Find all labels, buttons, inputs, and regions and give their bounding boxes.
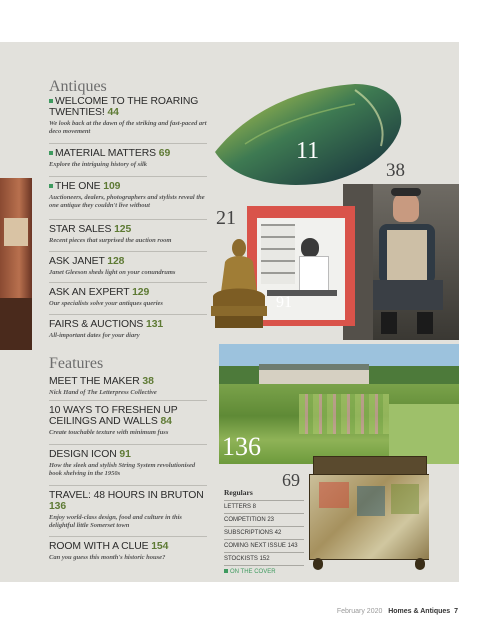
entry-page-number: 131: [146, 319, 164, 330]
entry-description: Explore the intriguing history of silk: [49, 161, 148, 168]
entry-title-line: [49, 319, 207, 330]
entry-title: FAIRS & AUCTIONS: [49, 319, 144, 330]
regulars-item: STOCKISTS 152: [224, 552, 304, 565]
entry-description: Create touchable texture with minimum fuss: [49, 429, 169, 436]
maker-photo: [343, 184, 459, 340]
entry-page-number: 84: [160, 416, 172, 427]
entry-title: 10 WAYS TO FRESHEN UP CEILINGS AND WALLS: [49, 405, 178, 427]
entry-page-number: 69: [158, 148, 171, 159]
photo-number-shelving-inset: 91: [276, 294, 292, 311]
on-the-cover-note: ON THE COVER: [224, 565, 304, 578]
contents-entry: [49, 181, 207, 210]
entry-title: MEET THE MAKER: [49, 376, 140, 387]
entry-title: THE ONE: [55, 181, 101, 192]
contents-entry: [49, 405, 207, 437]
page-folio: [337, 608, 458, 615]
contents-entry: [49, 376, 207, 397]
regulars-item: COMING NEXT ISSUE 143: [224, 539, 304, 552]
entry-description: Enjoy world-class design, food and culture in this delightful little Somerset town: [49, 514, 182, 529]
entry-page-number: 38: [142, 376, 154, 387]
entry-description: Our specialists solve your antiques queries: [49, 300, 163, 307]
entry-divider: [49, 176, 207, 177]
entry-title-line: [49, 224, 207, 235]
entry-title: WELCOME TO THE ROARING TWENTIES!: [49, 96, 199, 118]
entry-description: Auctioneers, dealers, photographers and stylists reveal the one antique they couldn't live without: [49, 194, 205, 209]
entry-description: Recent pieces that surprised the auction room: [49, 237, 172, 244]
entry-page-number: 44: [107, 107, 119, 118]
contents-entry: [49, 148, 207, 169]
section-heading-antiques: Antiques: [49, 78, 107, 95]
cover-marker-icon: [49, 151, 53, 155]
entry-description: We look back at the dawn of the striking and fast-paced art deco movement: [49, 120, 207, 135]
cover-marker-icon: [49, 184, 53, 188]
entry-title: ASK AN EXPERT: [49, 287, 130, 298]
entry-divider: [49, 219, 207, 220]
entry-title: ASK JANET: [49, 256, 105, 267]
photo-number-garden: 136: [222, 432, 261, 461]
entry-divider: [49, 536, 207, 537]
entry-title-line: [49, 287, 207, 298]
entry-title: TRAVEL: 48 HOURS IN BRUTON: [49, 490, 204, 501]
entry-divider: [49, 251, 207, 252]
entry-title: DESIGN ICON: [49, 449, 117, 460]
entry-divider: [49, 444, 207, 445]
entry-title-line: [49, 148, 207, 159]
entry-description: How the sleek and stylish String System revolutionised book shelving in the 1950s: [49, 462, 196, 477]
photo-number-casket: 69: [282, 470, 300, 490]
regulars-item: COMPETITION 23: [224, 513, 304, 526]
entry-divider: [49, 485, 207, 486]
contents-entry: [49, 96, 207, 136]
entry-title-line: [49, 96, 207, 118]
regulars-item: LETTERS 8: [224, 500, 304, 513]
entry-title-line: [49, 256, 207, 267]
photo-number-maker: 38: [386, 160, 405, 181]
contents-entry: [49, 224, 207, 245]
entry-description: Can you guess this month's historic house?: [49, 554, 166, 561]
entry-divider: [49, 282, 207, 283]
entry-title-line: [49, 541, 207, 552]
buddha-statue-photo: [207, 236, 271, 332]
section-heading-features: Features: [49, 355, 104, 372]
regulars-heading: Regulars: [224, 488, 253, 497]
entry-title: MATERIAL MATTERS: [55, 148, 156, 159]
contents-entry: [49, 449, 207, 478]
entry-title-line: [49, 449, 207, 460]
embroidered-casket-photo: [309, 456, 429, 572]
entry-divider: [49, 143, 207, 144]
entry-divider: [49, 400, 207, 401]
entry-page-number: 129: [132, 287, 150, 298]
cover-marker-icon: [49, 99, 53, 103]
entry-description: Janet Gleeson sheds light on your conundrums: [49, 269, 176, 276]
entry-page-number: 154: [151, 541, 169, 552]
folio-magazine: Homes & Antiques: [388, 608, 451, 615]
folio-month: February 2020: [336, 608, 383, 615]
entry-title-line: [49, 405, 207, 427]
entry-page-number: 109: [103, 181, 121, 192]
entry-description: All-important dates for your diary: [49, 332, 140, 339]
entry-page-number: 125: [114, 224, 132, 235]
brick-interior-photo: [0, 178, 32, 350]
folio-page-number: 7: [454, 608, 458, 615]
contents-entry: [49, 287, 207, 308]
entry-description: Nick Hand of The Letterpress Collective: [49, 389, 157, 396]
regulars-item: SUBSCRIPTIONS 42: [224, 526, 304, 539]
glass-bowl-photo: [205, 84, 405, 190]
entry-page-number: 136: [49, 501, 67, 512]
photo-number-bowl: 11: [296, 138, 320, 164]
entry-title-line: [49, 490, 207, 512]
entry-title-line: [49, 181, 207, 192]
contents-entry: [49, 490, 207, 530]
entry-title: ROOM WITH A CLUE: [49, 541, 149, 552]
entry-title-line: [49, 376, 207, 387]
entry-page-number: 91: [119, 449, 131, 460]
photo-number-shelving: 21: [216, 207, 236, 229]
entry-divider: [49, 314, 207, 315]
entry-page-number: 128: [107, 256, 125, 267]
contents-entry: [49, 319, 207, 340]
cover-marker-icon: [224, 569, 228, 573]
contents-entry: [49, 256, 207, 277]
glass-bowl-illustration: [205, 84, 405, 190]
regulars-box: [224, 488, 304, 578]
entry-title: STAR SALES: [49, 224, 112, 235]
buddha-illustration: [207, 236, 271, 332]
contents-entry: [49, 541, 207, 562]
